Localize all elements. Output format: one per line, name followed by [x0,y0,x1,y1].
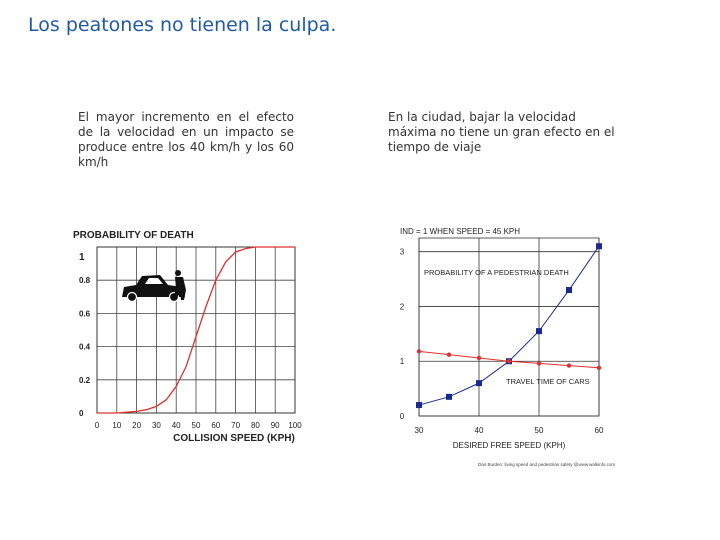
chart2-x-tick: 40 [474,426,484,435]
chart1-x-tick: 60 [211,421,221,430]
chart2-y-tick: 3 [399,247,405,257]
chart2-x-tick: 60 [594,426,604,435]
chart1-x-tick: 90 [270,421,280,430]
chart1-x-tick: 70 [231,421,241,430]
chart1-x-tick: 40 [171,421,181,430]
slide-title: Los peatones no tienen la culpa. [28,14,337,36]
chart2-x-label: DESIRED FREE SPEED (KPH) [452,441,566,450]
chart1-x-tick: 100 [288,421,302,430]
chart1-y-tick: 0.8 [79,276,91,286]
credit-text: Dan Burden: living speed and pedestrian safety @www.walkinfo.com [478,462,616,467]
chart1-x-tick: 80 [250,421,260,430]
chart2-label-travel: TRAVEL TIME OF CARS [506,377,590,386]
chart1-y-tick: 0.4 [79,342,91,352]
chart1-y-tick: 0.2 [79,375,91,385]
chart1-title: PROBABILITY OF DEATH [73,230,194,241]
chart2-y-tick: 0 [399,412,405,421]
chart1-x-tick: 10 [112,421,122,430]
chart2-y-tick: 1 [399,357,405,367]
chart1-x-tick: 20 [132,421,142,430]
chart1-x-tick: 0 [94,421,100,430]
chart1-x-label: COLLISION SPEED (KPH) [173,433,295,444]
chart2-x-tick: 50 [534,426,544,435]
chart1-y-tick: 0 [79,409,84,418]
left-paragraph: El mayor incremento en el efecto de la velocidad en un impacto se produce entre los 40 km/h y los 60 km/h [78,110,294,169]
chart1-x-tick: 30 [151,421,161,430]
chart1-y-tick: 0.6 [79,309,91,319]
right-paragraph: En la ciudad, bajar la velocidad máxima no tiene un gran efecto en el tiempo de viaje [388,110,615,154]
chart2-label-death: PROBABILITY OF A PEDESTRIAN DEATH [424,268,569,277]
chart1-x-tick: 50 [191,421,201,430]
chart2-title: IND = 1 WHEN SPEED = 45 KPH [400,227,521,236]
chart2-x-tick: 30 [414,426,424,435]
chart1-y-tick: 1 [79,252,85,263]
chart2-y-tick: 2 [399,302,405,312]
